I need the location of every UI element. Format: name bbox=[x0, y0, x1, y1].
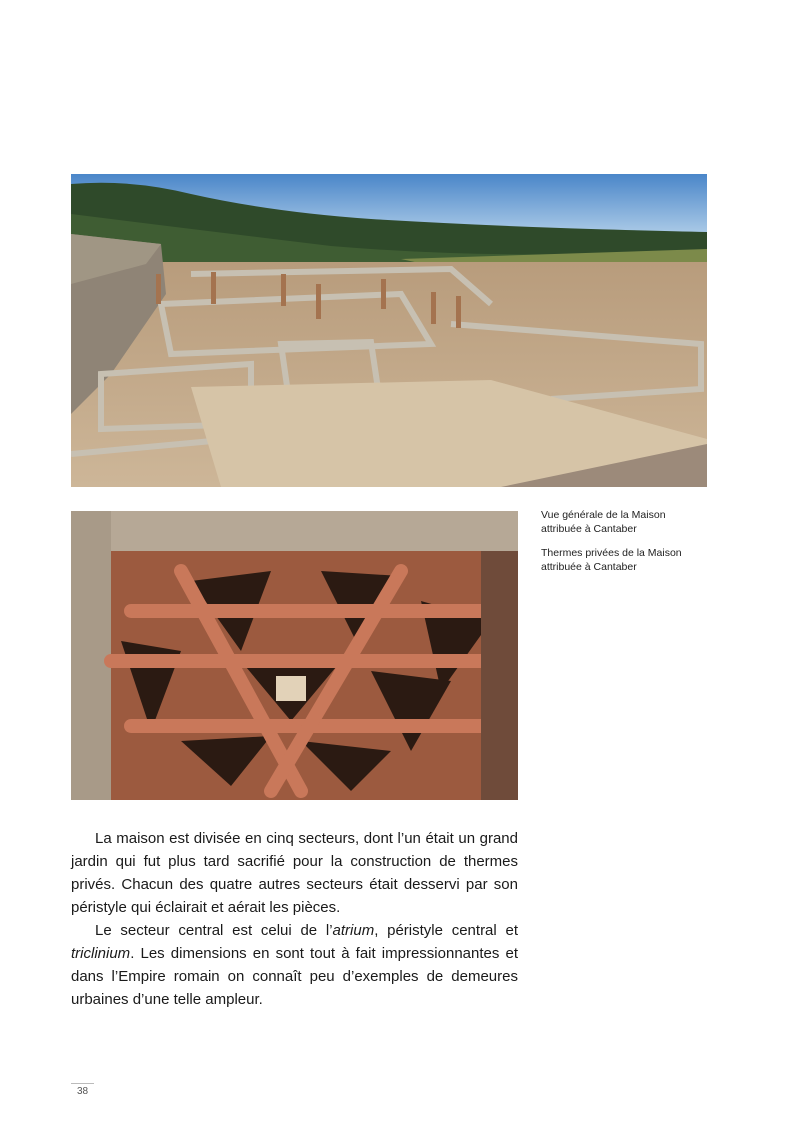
page-number: 38 bbox=[71, 1083, 94, 1097]
caption-thermae-line1: Thermes privées de la Maison bbox=[541, 547, 682, 559]
paragraph-2-part-a: Le secteur central est celui de l’ bbox=[95, 922, 333, 939]
paragraph-2-part-b: , péristyle central et bbox=[374, 922, 518, 939]
paragraph-1: La maison est divisée en cinq secteurs, dont l’un était un grand jardin qui fut plus tard sacrifié pour la construction de thermes privés. Chacun des quatre autres secteurs était desservi par son péristyle qui éclairait et aérait les pièces. bbox=[71, 830, 518, 916]
body-text bbox=[71, 827, 518, 1011]
ruins-overview-photo bbox=[71, 174, 707, 487]
caption-overview bbox=[541, 508, 711, 536]
paragraph-2 bbox=[71, 919, 518, 1011]
caption-overview-line2: attribuée à Cantaber bbox=[541, 523, 637, 535]
thermae-photo bbox=[71, 511, 518, 800]
captions bbox=[541, 508, 711, 584]
caption-overview-line1: Vue générale de la Maison bbox=[541, 509, 666, 521]
atrium-term: atrium bbox=[332, 922, 375, 939]
caption-thermae bbox=[541, 546, 711, 574]
triclinium-term: triclinium bbox=[71, 945, 131, 962]
paragraph-2-part-c: . Les dimensions en sont tout à fait impressionnantes et dans l’Empire romain on connaît peu d’exemples de demeures urbaines d’une telle ampleur. bbox=[71, 945, 518, 1008]
caption-thermae-line2: attribuée à Cantaber bbox=[541, 561, 637, 573]
